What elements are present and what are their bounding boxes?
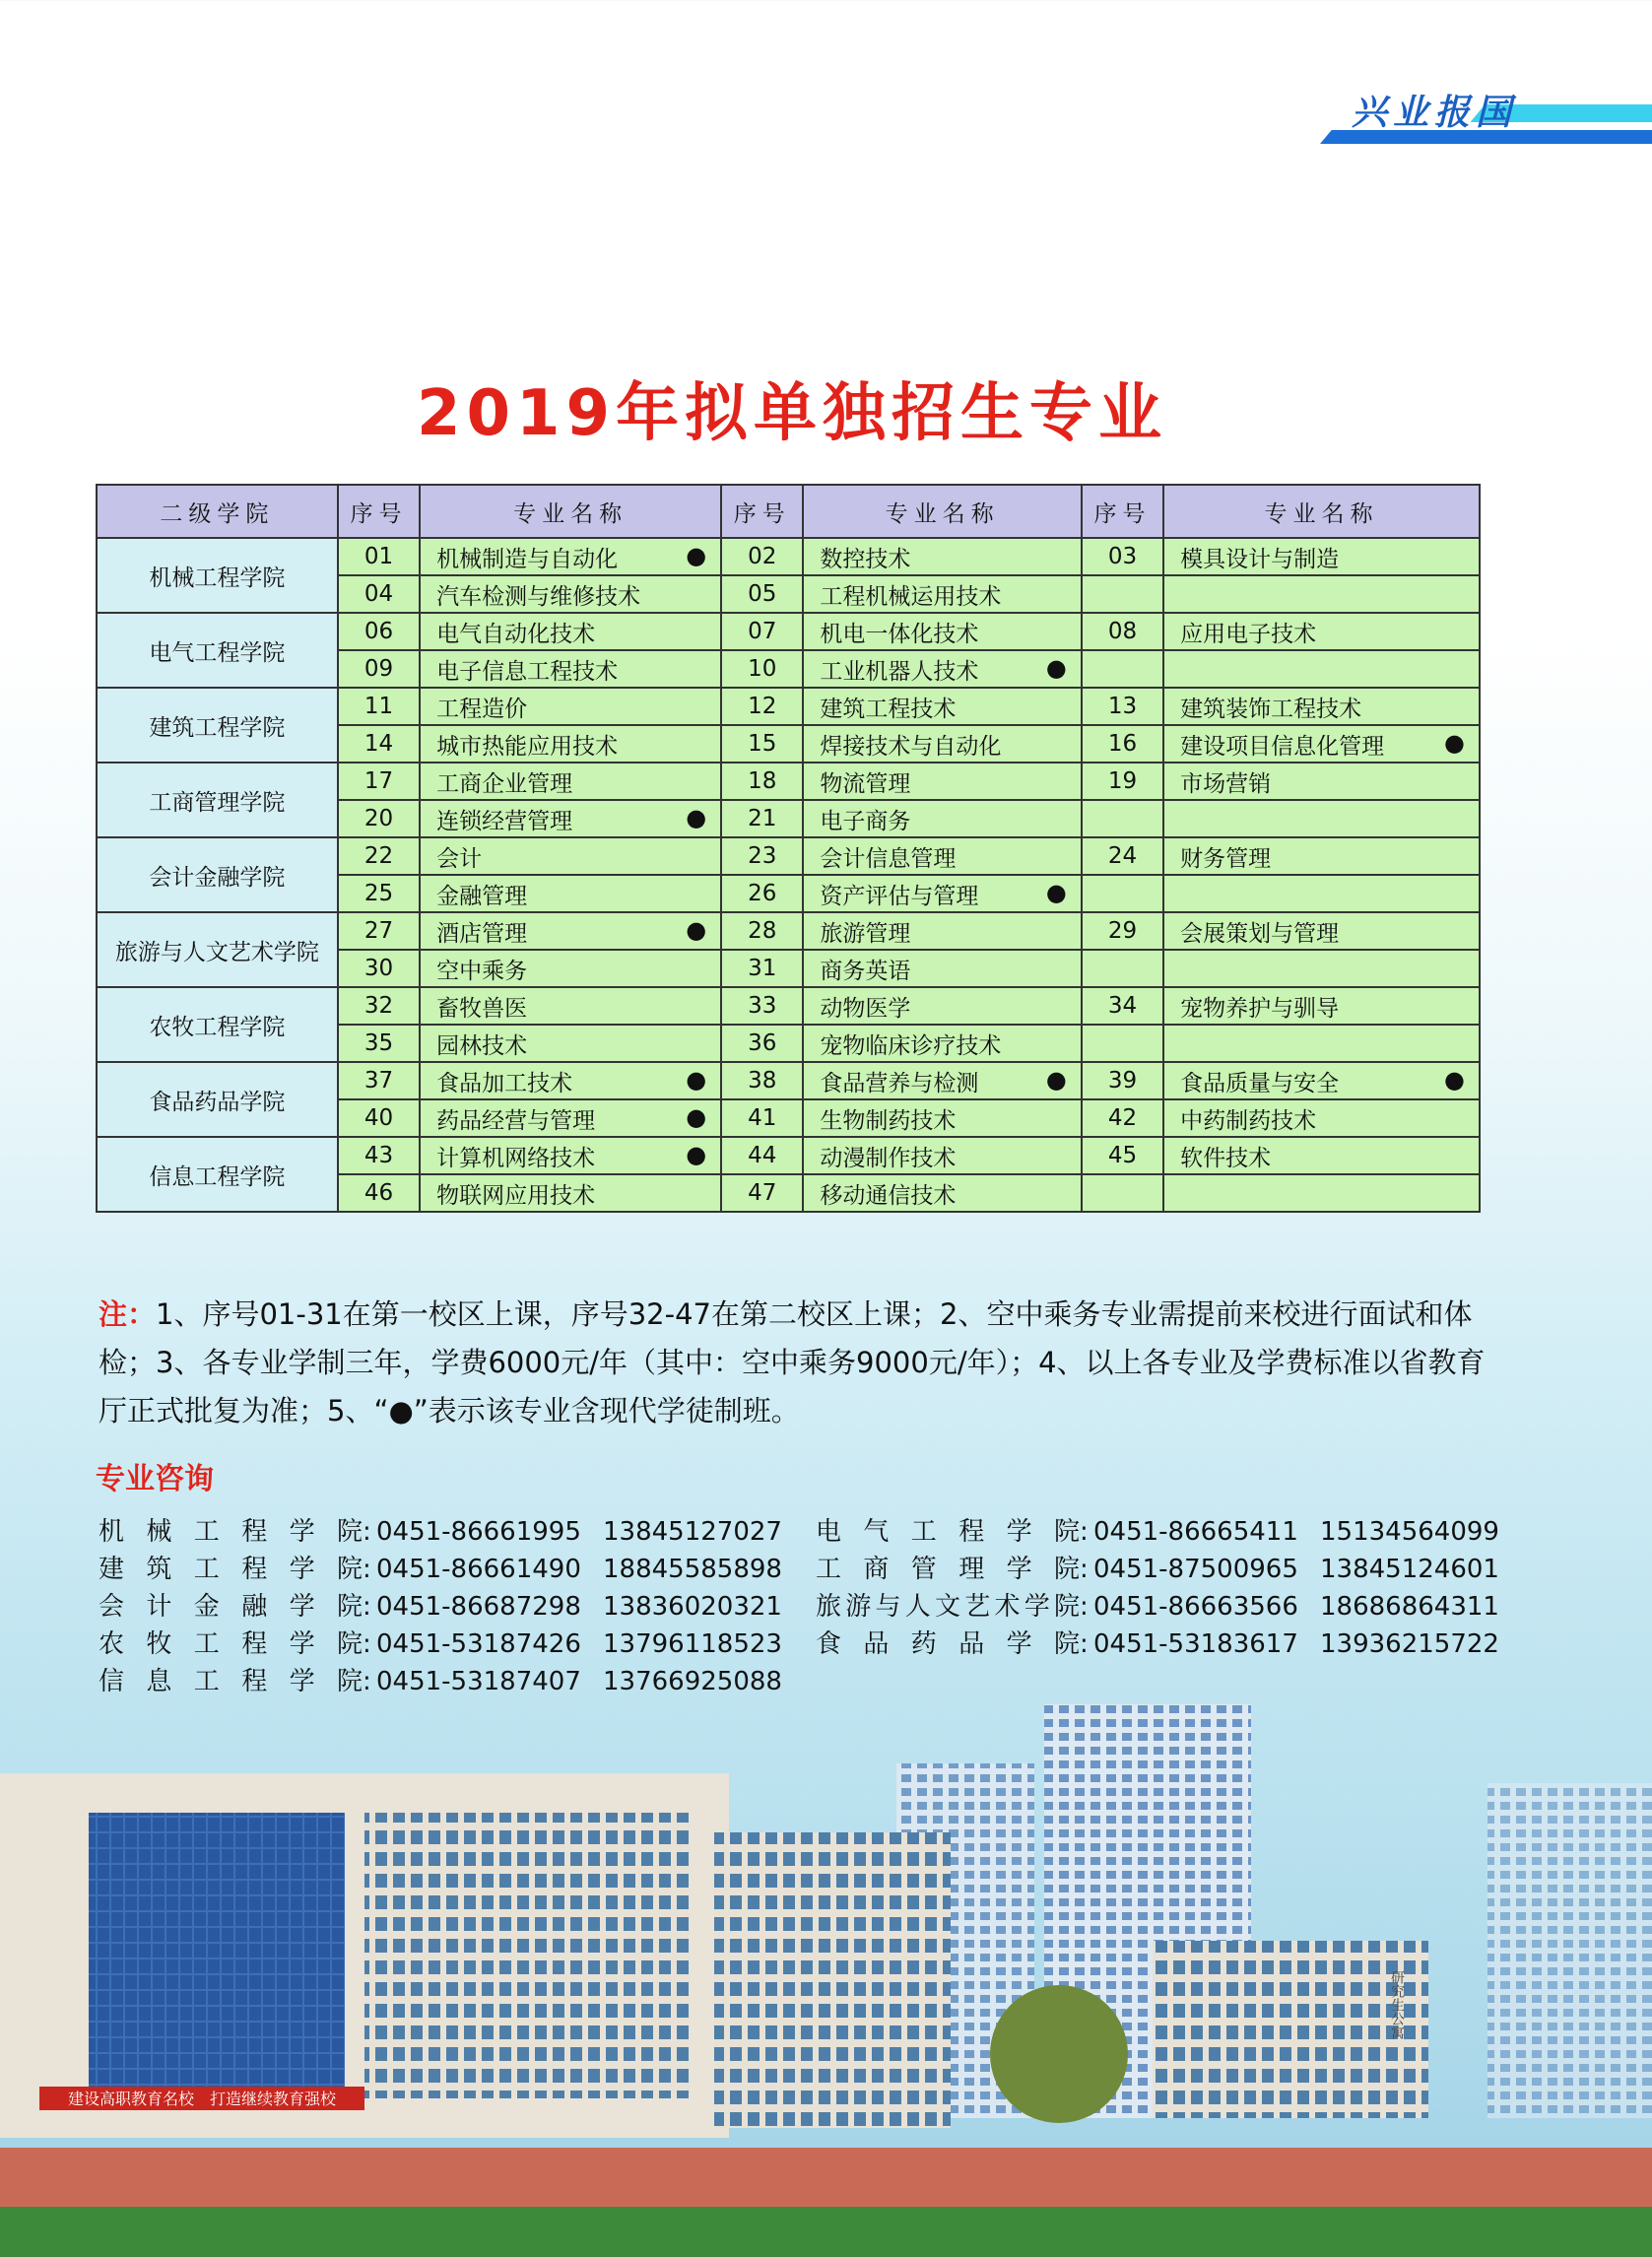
contact-phone: 0451-53187426 <box>376 1629 581 1659</box>
contact-college: 会计金融学院 <box>99 1592 363 1622</box>
major-number: 11 <box>338 688 420 725</box>
major-name: 模具设计与制造 <box>1163 538 1480 575</box>
major-number <box>1082 575 1163 613</box>
major-name: 软件技术 <box>1163 1137 1480 1174</box>
main-building-glass <box>89 1813 345 2098</box>
contact-colon: : <box>1080 1555 1089 1584</box>
contact-college: 电气工程学院 <box>816 1517 1080 1547</box>
major-name: 物流管理 <box>803 763 1081 800</box>
contact-college: 建筑工程学院 <box>99 1555 363 1584</box>
major-name: 园林技术 <box>420 1025 721 1062</box>
table-row <box>97 688 1480 725</box>
major-number <box>1082 950 1163 987</box>
campus-photo <box>0 1675 1652 2257</box>
contact-college: 农牧工程学院 <box>99 1629 363 1659</box>
table-row <box>97 763 1480 800</box>
header-major-name: 专业名称 <box>803 485 1081 538</box>
major-number <box>1082 800 1163 837</box>
college-cell: 食品药品学院 <box>97 1062 338 1137</box>
major-number: 18 <box>721 763 803 800</box>
college-cell: 会计金融学院 <box>97 837 338 912</box>
major-number: 21 <box>721 800 803 837</box>
major-number: 40 <box>338 1099 420 1137</box>
contact-mobile: 13936215722 <box>1320 1629 1499 1659</box>
major-name <box>1163 575 1480 613</box>
major-name: 电子信息工程技术 <box>420 650 721 688</box>
major-number: 42 <box>1082 1099 1163 1137</box>
major-name: 食品营养与检测 ● <box>803 1062 1081 1099</box>
major-name: 电气自动化技术 <box>420 613 721 650</box>
college-cell: 农牧工程学院 <box>97 987 338 1062</box>
major-name: 建筑装饰工程技术 <box>1163 688 1480 725</box>
major-name: 工业机器人技术 ● <box>803 650 1081 688</box>
major-number: 02 <box>721 538 803 575</box>
main-building-windows <box>364 1813 690 2098</box>
college-cell: 信息工程学院 <box>97 1137 338 1212</box>
major-number: 43 <box>338 1137 420 1174</box>
major-number <box>1082 875 1163 912</box>
major-number: 07 <box>721 613 803 650</box>
contact-colon: : <box>1080 1629 1089 1659</box>
major-name <box>1163 875 1480 912</box>
header-number: 序号 <box>721 485 803 538</box>
major-name: 市场营销 <box>1163 763 1480 800</box>
major-number: 17 <box>338 763 420 800</box>
contact-mobile: 13845127027 <box>603 1517 782 1547</box>
major-name: 中药制药技术 <box>1163 1099 1480 1137</box>
major-name: 应用电子技术 <box>1163 613 1480 650</box>
major-name: 酒店管理 ● <box>420 912 721 950</box>
major-name: 食品质量与安全 ● <box>1163 1062 1480 1099</box>
header-major-name: 专业名称 <box>420 485 721 538</box>
major-name <box>1163 650 1480 688</box>
note-label: 注： <box>99 1297 157 1331</box>
major-number: 36 <box>721 1025 803 1062</box>
major-number: 38 <box>721 1062 803 1099</box>
contact-row <box>99 1511 780 1549</box>
major-name: 会计 <box>420 837 721 875</box>
major-number: 41 <box>721 1099 803 1137</box>
contact-colon: : <box>1080 1592 1089 1622</box>
contact-colon: : <box>363 1555 371 1584</box>
major-name <box>1163 950 1480 987</box>
major-number: 03 <box>1082 538 1163 575</box>
major-number: 16 <box>1082 725 1163 763</box>
college-cell: 建筑工程学院 <box>97 688 338 763</box>
major-name: 工程机械运用技术 <box>803 575 1081 613</box>
contact-row <box>816 1511 1497 1549</box>
contact-phone: 0451-86663566 <box>1093 1592 1298 1622</box>
major-number: 10 <box>721 650 803 688</box>
major-number: 08 <box>1082 613 1163 650</box>
major-name: 电子商务 <box>803 800 1081 837</box>
major-number: 20 <box>338 800 420 837</box>
contact-college: 工商管理学院 <box>816 1555 1080 1584</box>
contact-mobile: 15134564099 <box>1320 1517 1499 1547</box>
tree <box>990 1985 1128 2123</box>
contact-colon: : <box>363 1592 371 1622</box>
contact-phone: 0451-86661490 <box>376 1555 581 1584</box>
major-number: 09 <box>338 650 420 688</box>
contact-row <box>816 1586 1497 1624</box>
track <box>0 2148 1652 2207</box>
contact-row <box>816 1624 1497 1661</box>
major-number: 26 <box>721 875 803 912</box>
major-number: 30 <box>338 950 420 987</box>
consult-title: 专业咨询 <box>96 1462 214 1496</box>
contact-phone: 0451-87500965 <box>1093 1555 1298 1584</box>
major-name: 焊接技术与自动化 <box>803 725 1081 763</box>
major-name: 空中乘务 <box>420 950 721 987</box>
major-name: 金融管理 <box>420 875 721 912</box>
major-name: 财务管理 <box>1163 837 1480 875</box>
dorm-sign: 研究生公寓 <box>1389 1970 1405 2039</box>
major-name: 生物制药技术 <box>803 1099 1081 1137</box>
major-name: 建设项目信息化管理 ● <box>1163 725 1480 763</box>
table-row <box>97 987 1480 1025</box>
contact-mobile: 13796118523 <box>603 1629 782 1659</box>
major-name: 会展策划与管理 <box>1163 912 1480 950</box>
major-name: 建筑工程技术 <box>803 688 1081 725</box>
college-cell: 旅游与人文艺术学院 <box>97 912 338 987</box>
contact-row <box>99 1586 780 1624</box>
header-number: 序号 <box>1082 485 1163 538</box>
major-number: 04 <box>338 575 420 613</box>
header-number: 序号 <box>338 485 420 538</box>
major-number: 33 <box>721 987 803 1025</box>
contact-phone: 0451-86665411 <box>1093 1517 1298 1547</box>
field <box>0 2207 1652 2257</box>
major-number <box>1082 650 1163 688</box>
major-name: 畜牧兽医 <box>420 987 721 1025</box>
contact-colon: : <box>363 1517 371 1547</box>
major-number: 14 <box>338 725 420 763</box>
major-number: 25 <box>338 875 420 912</box>
table-row <box>97 613 1480 650</box>
major-number: 45 <box>1082 1137 1163 1174</box>
header-banner <box>1320 91 1652 148</box>
major-number: 15 <box>721 725 803 763</box>
major-name: 药品经营与管理 ● <box>420 1099 721 1137</box>
major-name: 动物医学 <box>803 987 1081 1025</box>
major-number: 31 <box>721 950 803 987</box>
major-name: 工程造价 <box>420 688 721 725</box>
major-number: 34 <box>1082 987 1163 1025</box>
banner-slogan: 兴业报国 <box>1352 92 1518 133</box>
contact-row <box>99 1624 780 1661</box>
table-row <box>97 538 1480 575</box>
major-name: 宠物养护与驯导 <box>1163 987 1480 1025</box>
major-number: 28 <box>721 912 803 950</box>
major-name: 计算机网络技术 ● <box>420 1137 721 1174</box>
college-cell: 工商管理学院 <box>97 763 338 837</box>
major-name: 动漫制作技术 <box>803 1137 1081 1174</box>
major-name: 资产评估与管理 ● <box>803 875 1081 912</box>
major-name: 机电一体化技术 <box>803 613 1081 650</box>
major-number: 39 <box>1082 1062 1163 1099</box>
major-number: 23 <box>721 837 803 875</box>
major-name: 移动通信技术 <box>803 1174 1081 1212</box>
contact-row <box>816 1549 1497 1586</box>
far-building <box>1487 1783 1652 2118</box>
table-row <box>97 837 1480 875</box>
major-name: 连锁经营管理 ● <box>420 800 721 837</box>
college-cell: 电气工程学院 <box>97 613 338 688</box>
major-number: 37 <box>338 1062 420 1099</box>
major-number <box>1082 1025 1163 1062</box>
contact-phone: 0451-86687298 <box>376 1592 581 1622</box>
major-number: 24 <box>1082 837 1163 875</box>
major-name: 商务英语 <box>803 950 1081 987</box>
contact-colon: : <box>363 1629 371 1659</box>
contact-mobile: 13836020321 <box>603 1592 782 1622</box>
major-name: 宠物临床诊疗技术 <box>803 1025 1081 1062</box>
major-name: 城市热能应用技术 <box>420 725 721 763</box>
major-number: 06 <box>338 613 420 650</box>
major-name <box>1163 1174 1480 1212</box>
contact-colon: : <box>1080 1517 1089 1547</box>
major-number: 05 <box>721 575 803 613</box>
major-number: 29 <box>1082 912 1163 950</box>
majors-table <box>96 484 1481 1213</box>
major-number: 47 <box>721 1174 803 1212</box>
side-building <box>714 1832 951 2128</box>
major-name: 物联网应用技术 <box>420 1174 721 1212</box>
major-name <box>1163 800 1480 837</box>
major-name: 数控技术 <box>803 538 1081 575</box>
major-number: 19 <box>1082 763 1163 800</box>
contact-row <box>99 1549 780 1586</box>
header-major-name: 专业名称 <box>1163 485 1480 538</box>
major-name: 食品加工技术 ● <box>420 1062 721 1099</box>
main-building-sign-text: 建设高职教育名校 打造继续教育强校 <box>67 2090 337 2108</box>
major-number <box>1082 1174 1163 1212</box>
contact-phone: 0451-53183617 <box>1093 1629 1298 1659</box>
table-row <box>97 1137 1480 1174</box>
contact-college: 食品药品学院 <box>816 1629 1080 1659</box>
header-college: 二级学院 <box>97 485 338 538</box>
major-number: 32 <box>338 987 420 1025</box>
major-number: 12 <box>721 688 803 725</box>
contact-mobile: 18845585898 <box>603 1555 782 1584</box>
major-name: 旅游管理 <box>803 912 1081 950</box>
major-number: 13 <box>1082 688 1163 725</box>
contact-phone: 0451-86661995 <box>376 1517 581 1547</box>
major-name: 会计信息管理 <box>803 837 1081 875</box>
major-number: 27 <box>338 912 420 950</box>
college-cell: 机械工程学院 <box>97 538 338 613</box>
notes <box>99 1291 1497 1435</box>
table-row <box>97 912 1480 950</box>
major-number: 01 <box>338 538 420 575</box>
major-number: 35 <box>338 1025 420 1062</box>
major-name: 工商企业管理 <box>420 763 721 800</box>
major-name: 机械制造与自动化 ● <box>420 538 721 575</box>
contact-college: 旅游与人文艺术学院 <box>816 1592 1080 1622</box>
table-row <box>97 1062 1480 1099</box>
dorm-building <box>1153 1941 1428 2118</box>
major-number: 22 <box>338 837 420 875</box>
major-number: 46 <box>338 1174 420 1212</box>
contact-mobile: 18686864311 <box>1320 1592 1499 1622</box>
note-text: 1、序号01-31在第一校区上课，序号32-47在第二校区上课；2、空中乘务专业需提前来校进行面试和体检；3、各专业学制三年，学费6000元/年（其中：空中乘务9000元/年）；4、以上各专业及学费标准以省教育厅正式批复为准；5、“●”表示该专业含现代学徒制班。 <box>99 1297 1486 1427</box>
major-number: 44 <box>721 1137 803 1174</box>
page-title: 2019年拟单独招生专业 <box>416 377 1168 450</box>
contact-college: 机械工程学院 <box>99 1517 363 1547</box>
contact-mobile: 13845124601 <box>1320 1555 1499 1584</box>
major-name <box>1163 1025 1480 1062</box>
table-header-row <box>97 485 1480 538</box>
major-name: 汽车检测与维修技术 <box>420 575 721 613</box>
